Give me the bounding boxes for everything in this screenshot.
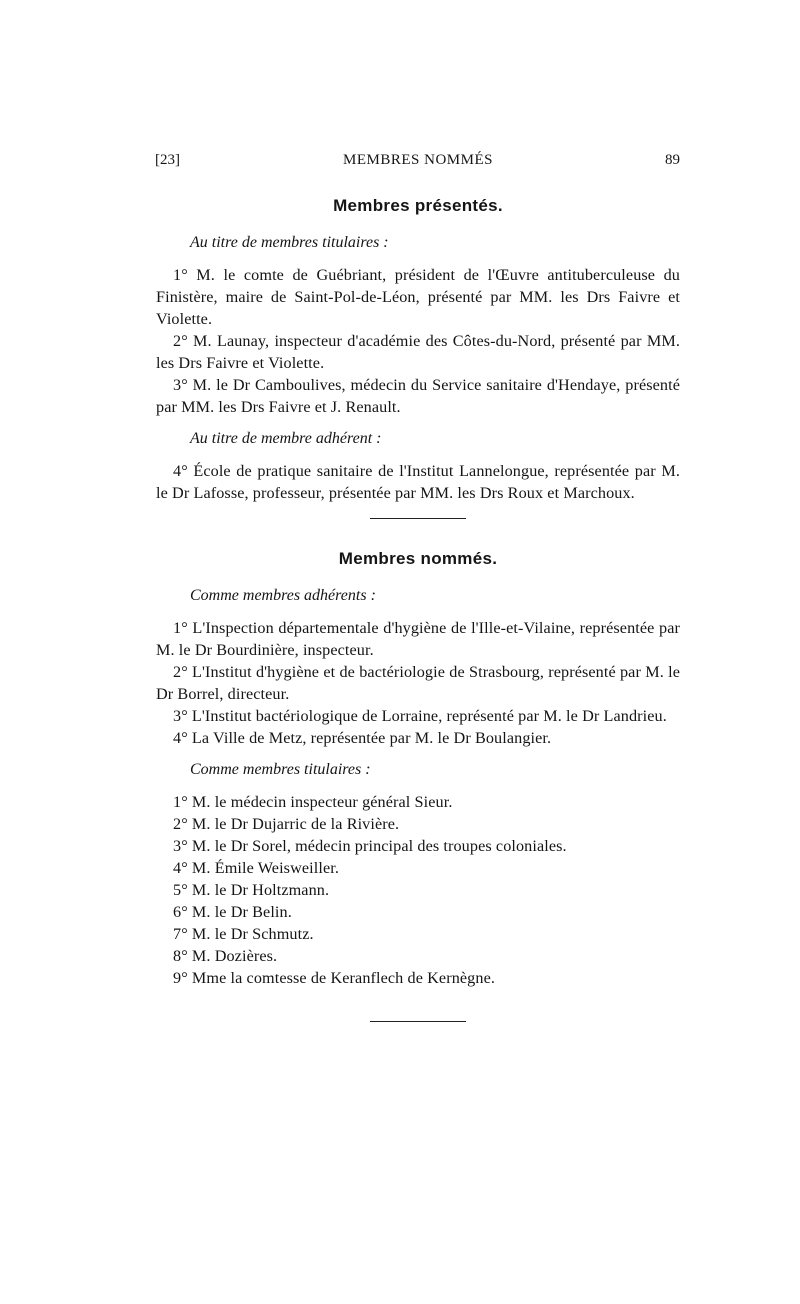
list-presentes-titulaires — [156, 264, 680, 418]
list-item: 3° L'Institut bactériologique de Lorraine, représenté par M. le Dr Landrieu. — [173, 707, 667, 725]
list-item: 4° M. Émile Weisweiller. — [173, 859, 339, 877]
list-item: 6° M. le Dr Belin. — [173, 903, 292, 921]
running-head — [156, 152, 680, 176]
list-item: 5° M. le Dr Holtzmann. — [173, 881, 330, 899]
list-item: 4° La Ville de Metz, représentée par M. le Dr Boulangier. — [173, 729, 552, 747]
subheading-titulaires: Au titre de membres titulaires : — [190, 234, 389, 251]
list-item: 4° École de pratique sanitaire de l'Institut Lannelongue, représentée par M. le Dr Lafosse, professeur, présentée par MM. les Drs Roux et Marchoux. — [156, 462, 680, 502]
subheading-adherents: Comme membres adhérents : — [190, 587, 376, 604]
end-divider — [370, 1021, 466, 1022]
list-item: 9° Mme la comtesse de Keranflech de Kernègne. — [173, 969, 495, 987]
running-title: MEMBRES NOMMÉS — [343, 152, 493, 168]
page-number: 89 — [665, 152, 680, 168]
document-page — [156, 152, 680, 1022]
list-item: 2° M. Launay, inspecteur d'académie des Côtes-du-Nord, présenté par MM. les Drs Faivre et Violette. — [156, 332, 680, 372]
subheading-titulaires-nommes: Comme membres titulaires : — [190, 761, 371, 778]
list-nommes-adherents — [156, 617, 680, 749]
folio-reference: [23] — [155, 152, 180, 168]
section-heading-nommes: Membres nommés. — [338, 549, 498, 568]
list-item: 3° M. le Dr Camboulives, médecin du Service sanitaire d'Hendaye, présenté par MM. les Drs Faivre et J. Renault. — [156, 376, 680, 416]
list-item: 2° M. le Dr Dujarric de la Rivière. — [173, 815, 400, 833]
list-item: 1° M. le médecin inspecteur général Sieur. — [173, 793, 453, 811]
list-item: 8° M. Dozières. — [173, 947, 278, 965]
list-item: 1° L'Inspection départementale d'hygiène de l'Ille-et-Vilaine, représentée par M. le Dr Bourdinière, inspecteur. — [156, 619, 680, 659]
subheading-adherent: Au titre de membre adhérent : — [190, 430, 382, 447]
list-item: 7° M. le Dr Schmutz. — [173, 925, 314, 943]
list-presentes-adherent — [156, 460, 680, 504]
list-item: 2° L'Institut d'hygiène et de bactériologie de Strasbourg, représenté par M. le Dr Borrel, directeur. — [156, 663, 680, 703]
section-heading-presentes: Membres présentés. — [333, 196, 503, 215]
list-item: 3° M. le Dr Sorel, médecin principal des troupes coloniales. — [173, 837, 567, 855]
list-nommes-titulaires — [156, 791, 680, 989]
list-item: 1° M. le comte de Guébriant, président de l'Œuvre antituberculeuse du Finistère, maire de Saint-Pol-de-Léon, présenté par MM. les Drs Faivre et Violette. — [156, 266, 680, 328]
